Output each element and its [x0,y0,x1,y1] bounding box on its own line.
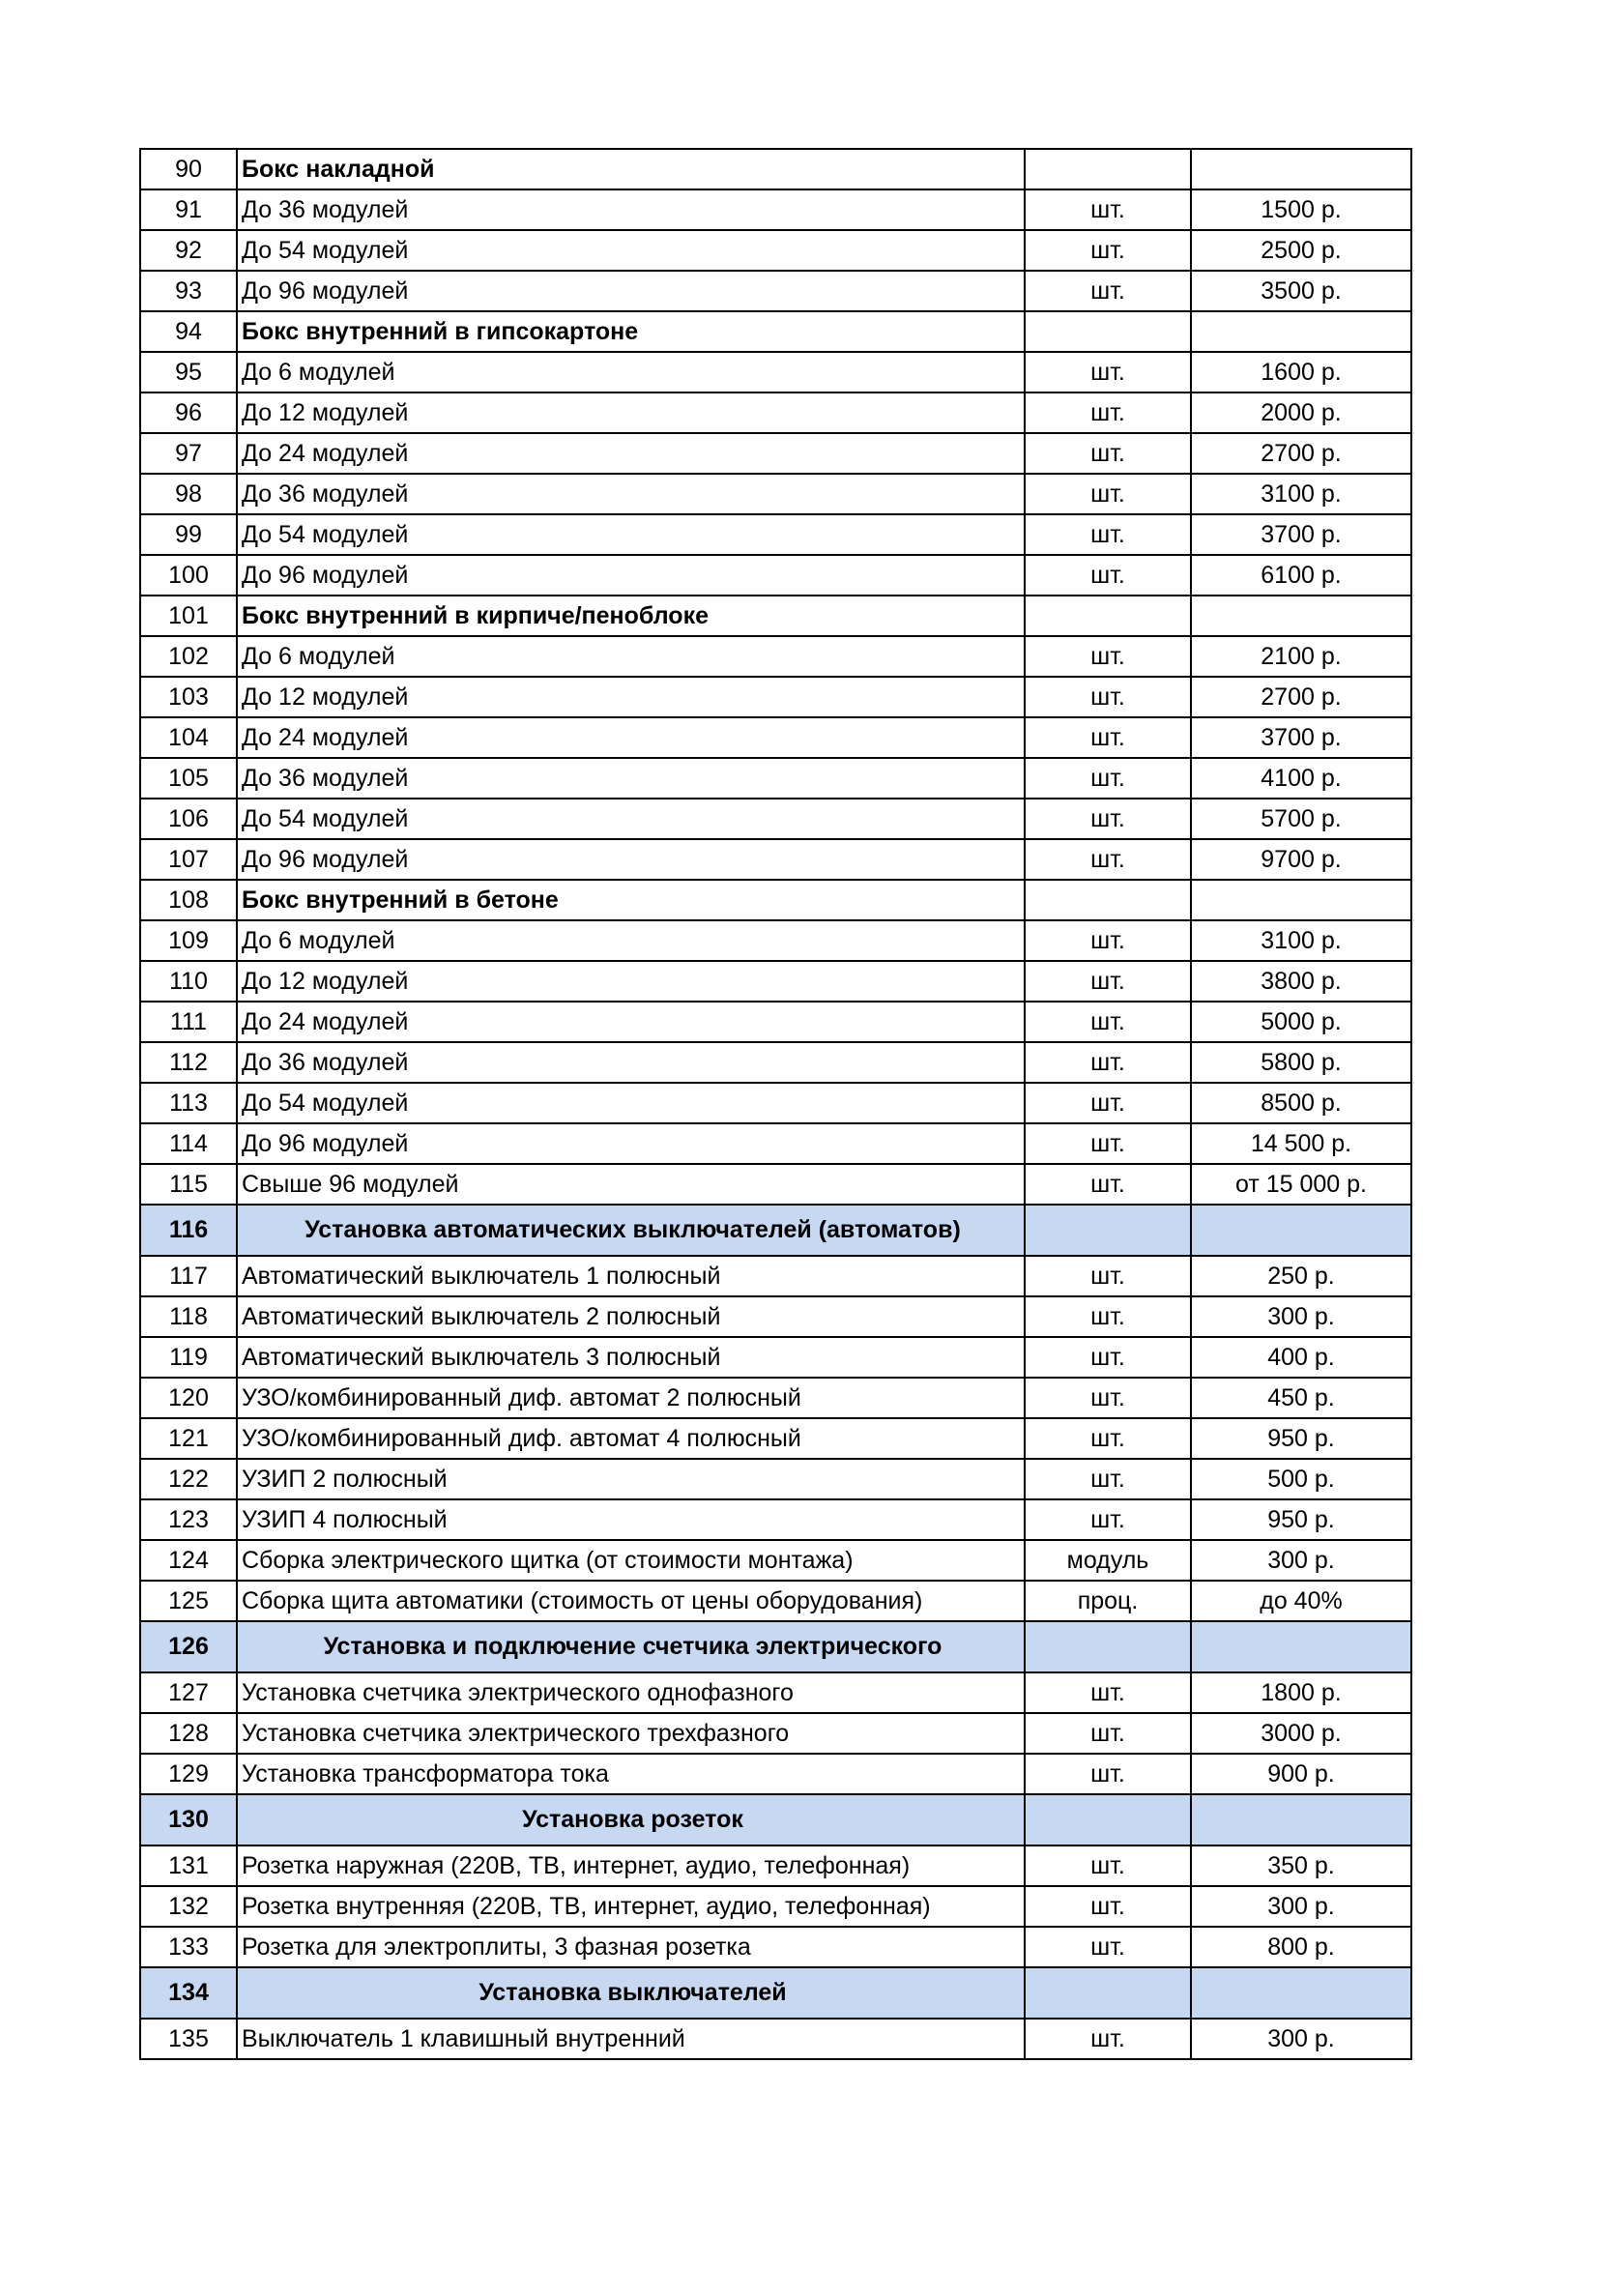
table-row [140,514,1411,555]
row-unit: проц. [1025,1581,1191,1621]
table-row [140,1418,1411,1459]
row-name: До 12 модулей [237,961,1025,1002]
row-number: 107 [140,839,237,880]
row-price: 2700 р. [1191,677,1411,717]
row-number: 119 [140,1337,237,1378]
row-price: 2700 р. [1191,433,1411,474]
row-unit: шт. [1025,1164,1191,1205]
row-number: 94 [140,311,237,352]
table-row [140,1123,1411,1164]
row-number: 96 [140,392,237,433]
table-row [140,1846,1411,1886]
row-name: Установка счетчика электрического однофазного [237,1672,1025,1713]
row-price: 300 р. [1191,1886,1411,1927]
row-unit: шт. [1025,271,1191,311]
row-unit: шт. [1025,636,1191,677]
table-row [140,758,1411,799]
row-price: 14 500 р. [1191,1123,1411,1164]
row-price: 1800 р. [1191,1672,1411,1713]
table-row [140,230,1411,271]
row-price: 5000 р. [1191,1002,1411,1042]
row-price: 500 р. [1191,1459,1411,1499]
row-price: 1600 р. [1191,352,1411,392]
table-row [140,1672,1411,1713]
row-price: 400 р. [1191,1337,1411,1378]
row-name: До 54 модулей [237,230,1025,271]
row-unit: шт. [1025,1002,1191,1042]
row-number: 92 [140,230,237,271]
row-name: УЗИП 4 полюсный [237,1499,1025,1540]
row-name: До 96 модулей [237,839,1025,880]
row-unit: шт. [1025,474,1191,514]
row-price: 900 р. [1191,1754,1411,1794]
row-number: 122 [140,1459,237,1499]
row-unit: шт. [1025,1123,1191,1164]
row-unit: шт. [1025,758,1191,799]
row-number: 110 [140,961,237,1002]
row-price: 950 р. [1191,1499,1411,1540]
table-row [140,1378,1411,1418]
row-name: Выключатель 1 клавишный внутренний [237,2019,1025,2059]
row-price [1191,1967,1411,2019]
row-unit [1025,1205,1191,1256]
row-unit: шт. [1025,1672,1191,1713]
row-number: 129 [140,1754,237,1794]
row-price: 5800 р. [1191,1042,1411,1083]
row-number: 93 [140,271,237,311]
row-unit: шт. [1025,1418,1191,1459]
row-unit: шт. [1025,717,1191,758]
row-unit: шт. [1025,433,1191,474]
row-number: 97 [140,433,237,474]
row-unit: шт. [1025,1499,1191,1540]
row-price: до 40% [1191,1581,1411,1621]
row-name: Установка и подключение счетчика электрического [237,1621,1025,1672]
row-price: 3800 р. [1191,961,1411,1002]
table-row [140,1042,1411,1083]
row-name: До 36 модулей [237,1042,1025,1083]
table-row [140,1540,1411,1581]
row-name: До 54 модулей [237,799,1025,839]
table-row [140,839,1411,880]
row-number: 134 [140,1967,237,2019]
row-name: До 6 модулей [237,920,1025,961]
row-number: 104 [140,717,237,758]
table-row [140,271,1411,311]
row-name: До 6 модулей [237,636,1025,677]
row-number: 106 [140,799,237,839]
row-name: Установка счетчика электрического трехфазного [237,1713,1025,1754]
row-price: 800 р. [1191,1927,1411,1967]
row-number: 125 [140,1581,237,1621]
row-name: Автоматический выключатель 2 полюсный [237,1296,1025,1337]
row-name: До 36 модулей [237,758,1025,799]
row-price: 3700 р. [1191,717,1411,758]
row-price: 3000 р. [1191,1713,1411,1754]
row-price [1191,1205,1411,1256]
row-unit [1025,596,1191,636]
row-name: До 12 модулей [237,392,1025,433]
row-unit: шт. [1025,1754,1191,1794]
row-number: 91 [140,189,237,230]
row-unit: шт. [1025,1378,1191,1418]
row-price: 1500 р. [1191,189,1411,230]
row-unit: шт. [1025,1846,1191,1886]
row-unit: шт. [1025,1083,1191,1123]
row-unit: шт. [1025,920,1191,961]
table-row [140,2019,1411,2059]
row-price: 350 р. [1191,1846,1411,1886]
row-name: Установка автоматических выключателей (автоматов) [237,1205,1025,1256]
row-number: 135 [140,2019,237,2059]
row-number: 95 [140,352,237,392]
row-unit [1025,311,1191,352]
table-row [140,1581,1411,1621]
row-unit: шт. [1025,230,1191,271]
row-price [1191,149,1411,189]
row-number: 105 [140,758,237,799]
row-unit: модуль [1025,1540,1191,1581]
row-number: 114 [140,1123,237,1164]
row-unit [1025,1794,1191,1846]
row-name: До 36 модулей [237,474,1025,514]
row-name: Установка розеток [237,1794,1025,1846]
section-header-row [140,1794,1411,1846]
row-price [1191,1794,1411,1846]
table-row [140,799,1411,839]
row-unit: шт. [1025,1256,1191,1296]
row-number: 111 [140,1002,237,1042]
row-number: 117 [140,1256,237,1296]
table-row [140,1083,1411,1123]
row-name: Розетка внутренняя (220В, ТВ, интернет, аудио, телефонная) [237,1886,1025,1927]
row-name: Сборка электрического щитка (от стоимости монтажа) [237,1540,1025,1581]
row-name: Установка выключателей [237,1967,1025,2019]
row-number: 112 [140,1042,237,1083]
row-name: Бокс внутренний в бетоне [237,880,1025,920]
row-number: 121 [140,1418,237,1459]
row-unit: шт. [1025,1886,1191,1927]
row-unit: шт. [1025,677,1191,717]
row-price: 5700 р. [1191,799,1411,839]
row-unit: шт. [1025,1927,1191,1967]
section-header-row [140,1621,1411,1672]
row-unit: шт. [1025,1042,1191,1083]
row-number: 115 [140,1164,237,1205]
row-price: 450 р. [1191,1378,1411,1418]
row-name: Розетка для электроплиты, 3 фазная розетка [237,1927,1025,1967]
row-price [1191,1621,1411,1672]
row-name: До 12 модулей [237,677,1025,717]
row-name: До 36 модулей [237,189,1025,230]
row-number: 99 [140,514,237,555]
table-row [140,1337,1411,1378]
row-price: 3500 р. [1191,271,1411,311]
row-number: 120 [140,1378,237,1418]
table-row [140,1713,1411,1754]
row-name: Розетка наружная (220В, ТВ, интернет, аудио, телефонная) [237,1846,1025,1886]
row-price: 250 р. [1191,1256,1411,1296]
row-number: 101 [140,596,237,636]
table-row [140,1927,1411,1967]
table-row [140,1256,1411,1296]
group-header-row [140,596,1411,636]
row-unit: шт. [1025,555,1191,596]
row-number: 116 [140,1205,237,1256]
row-price: 950 р. [1191,1418,1411,1459]
row-unit: шт. [1025,514,1191,555]
row-number: 100 [140,555,237,596]
row-unit: шт. [1025,1296,1191,1337]
table-row [140,717,1411,758]
row-number: 103 [140,677,237,717]
section-header-row [140,1205,1411,1256]
row-name: До 96 модулей [237,555,1025,596]
row-name: Сборка щита автоматики (стоимость от цены оборудования) [237,1581,1025,1621]
row-unit [1025,1621,1191,1672]
row-unit [1025,880,1191,920]
row-unit: шт. [1025,1713,1191,1754]
row-name: Бокс внутренний в кирпиче/пеноблоке [237,596,1025,636]
row-number: 128 [140,1713,237,1754]
table-row [140,1499,1411,1540]
table-row [140,1002,1411,1042]
row-unit: шт. [1025,392,1191,433]
table-row [140,352,1411,392]
table-row [140,636,1411,677]
row-price: от 15 000 р. [1191,1164,1411,1205]
row-unit [1025,149,1191,189]
row-price: 300 р. [1191,2019,1411,2059]
row-price: 300 р. [1191,1296,1411,1337]
row-number: 127 [140,1672,237,1713]
row-unit: шт. [1025,1459,1191,1499]
row-name: До 24 модулей [237,717,1025,758]
table-row [140,1459,1411,1499]
row-price: 3700 р. [1191,514,1411,555]
row-price [1191,596,1411,636]
table-row [140,677,1411,717]
row-number: 131 [140,1846,237,1886]
row-price [1191,311,1411,352]
row-name: До 6 модулей [237,352,1025,392]
row-name: До 24 модулей [237,433,1025,474]
price-table-body [140,149,1411,2059]
row-number: 126 [140,1621,237,1672]
row-unit: шт. [1025,839,1191,880]
row-number: 130 [140,1794,237,1846]
row-price: 3100 р. [1191,474,1411,514]
row-price: 2100 р. [1191,636,1411,677]
row-name: До 54 модулей [237,1083,1025,1123]
table-row [140,392,1411,433]
row-price: 3100 р. [1191,920,1411,961]
group-header-row [140,880,1411,920]
table-row [140,1296,1411,1337]
table-row [140,433,1411,474]
section-header-row [140,1967,1411,2019]
row-number: 90 [140,149,237,189]
table-row [140,961,1411,1002]
row-price: 2000 р. [1191,392,1411,433]
row-name: До 96 модулей [237,271,1025,311]
row-name: УЗО/комбинированный диф. автомат 2 полюсный [237,1378,1025,1418]
row-unit: шт. [1025,352,1191,392]
row-unit [1025,1967,1191,2019]
row-unit: шт. [1025,961,1191,1002]
table-row [140,1164,1411,1205]
row-number: 102 [140,636,237,677]
row-price: 300 р. [1191,1540,1411,1581]
row-name: Свыше 96 модулей [237,1164,1025,1205]
row-price: 4100 р. [1191,758,1411,799]
row-number: 132 [140,1886,237,1927]
row-name: УЗИП 2 полюсный [237,1459,1025,1499]
table-row [140,1754,1411,1794]
row-number: 123 [140,1499,237,1540]
row-name: УЗО/комбинированный диф. автомат 4 полюсный [237,1418,1025,1459]
table-row [140,474,1411,514]
row-unit: шт. [1025,189,1191,230]
row-name: Бокс накладной [237,149,1025,189]
table-row [140,555,1411,596]
row-number: 113 [140,1083,237,1123]
row-number: 108 [140,880,237,920]
row-name: До 96 модулей [237,1123,1025,1164]
table-row [140,189,1411,230]
row-name: До 24 модулей [237,1002,1025,1042]
row-number: 133 [140,1927,237,1967]
row-number: 98 [140,474,237,514]
row-name: Бокс внутренний в гипсокартоне [237,311,1025,352]
row-price [1191,880,1411,920]
row-price: 8500 р. [1191,1083,1411,1123]
row-name: Установка трансформатора тока [237,1754,1025,1794]
row-name: Автоматический выключатель 3 полюсный [237,1337,1025,1378]
row-number: 118 [140,1296,237,1337]
row-unit: шт. [1025,1337,1191,1378]
row-price: 2500 р. [1191,230,1411,271]
group-header-row [140,311,1411,352]
row-name: Автоматический выключатель 1 полюсный [237,1256,1025,1296]
row-unit: шт. [1025,2019,1191,2059]
row-price: 6100 р. [1191,555,1411,596]
row-unit: шт. [1025,799,1191,839]
row-number: 124 [140,1540,237,1581]
table-row [140,1886,1411,1927]
row-number: 109 [140,920,237,961]
group-header-row [140,149,1411,189]
table-row [140,920,1411,961]
row-price: 9700 р. [1191,839,1411,880]
row-name: До 54 модулей [237,514,1025,555]
price-table [139,148,1412,2060]
